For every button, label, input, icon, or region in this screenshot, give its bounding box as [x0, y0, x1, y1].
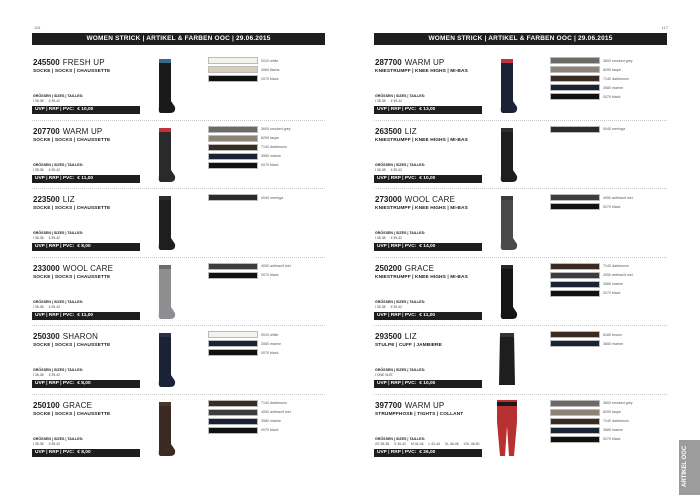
product-card[interactable] [374, 395, 667, 464]
sizes-label: GRÖSSEN | SIZES | TAILLES: [33, 231, 84, 235]
price-bar [32, 106, 140, 114]
size-value: II 39-42 [390, 236, 403, 240]
color-swatch [550, 290, 600, 297]
sizes-label: GRÖSSEN | SIZES | TAILLES: [375, 368, 426, 372]
product-heading [375, 58, 444, 67]
color-label: 7140 darkbrown [261, 401, 287, 405]
color-swatch [208, 263, 258, 270]
color-swatch [208, 418, 258, 425]
price-bar [32, 175, 140, 183]
price-label: UVP | RRP | PVC: [377, 381, 417, 386]
sizes-values [33, 99, 65, 103]
product-card[interactable] [374, 326, 667, 395]
color-swatch [208, 126, 258, 133]
sizes-label: GRÖSSEN | SIZES | TAILLES: [375, 436, 426, 441]
color-label: 0070 black [261, 76, 279, 81]
price-value: € 26,00 [419, 449, 436, 455]
price-bar [32, 449, 140, 457]
color-swatch [208, 194, 258, 201]
color-label: 3600 smoked grey [261, 127, 291, 131]
article-number: 207700 [33, 126, 60, 136]
color-label: 0070 black [603, 291, 621, 295]
article-number: 287700 [375, 58, 402, 67]
size-value: II 39-42 [390, 99, 403, 103]
product-image [152, 126, 178, 184]
product-name: GRACE [62, 400, 93, 410]
color-swatch [550, 203, 600, 210]
price-label: UVP | RRP | PVC: [377, 449, 417, 455]
article-number: 245500 [33, 58, 60, 67]
product-heading [375, 127, 417, 136]
sizes-label: GRÖSSEN | SIZES | TAILLES: [33, 368, 84, 372]
product-card[interactable] [374, 121, 667, 190]
product-image [152, 400, 178, 458]
color-swatch [208, 427, 258, 434]
size-value: XS 36-38 [375, 441, 390, 446]
product-image [494, 331, 520, 389]
color-label: 8290 taupe [603, 410, 621, 414]
product-heading [375, 401, 444, 410]
color-swatch [208, 400, 258, 407]
size-value: II 39-42 [48, 167, 61, 172]
sizes-values [375, 236, 407, 240]
price-bar [374, 380, 482, 388]
price-value: € 13,00 [419, 107, 436, 112]
price-value: € 8,00 [77, 449, 91, 455]
product-card[interactable] [32, 189, 325, 258]
side-tab-label: ARTIKEL OOC [682, 445, 688, 487]
product-list [32, 52, 325, 463]
price-label: UVP | RRP | PVC: [35, 244, 75, 249]
color-label: 7140 darkbrown [603, 76, 629, 81]
color-swatch [208, 57, 258, 64]
product-heading [33, 127, 102, 136]
sizes-values [33, 305, 65, 309]
color-swatch [208, 340, 258, 347]
product-heading [33, 58, 105, 67]
size-value: I 35-38 [33, 304, 44, 309]
color-swatch [208, 75, 258, 82]
product-name: LIZ [404, 332, 417, 341]
size-value: I 35-38 [33, 373, 44, 377]
color-swatch [550, 93, 600, 100]
sizes-label: GRÖSSEN | SIZES | TAILLES: [375, 299, 426, 304]
price-bar [374, 106, 482, 114]
size-value: I 35-38 [33, 441, 44, 446]
sizes-values [33, 236, 65, 240]
price-value: € 14,00 [419, 244, 436, 249]
color-swatch [550, 427, 600, 434]
right-page [350, 0, 700, 495]
product-heading [33, 332, 98, 341]
color-label: 3580 marine [261, 154, 281, 158]
price-value: € 10,00 [419, 175, 436, 181]
price-label: UVP | RRP | PVC: [35, 312, 75, 318]
size-value: I 35-38 [375, 167, 386, 172]
product-name: LIZ [404, 126, 417, 136]
price-value: € 8,00 [77, 244, 91, 249]
color-label: 3600 smoked grey [603, 401, 633, 405]
sizes-label: GRÖSSEN | SIZES | TAILLES: [33, 94, 84, 98]
color-swatch [550, 75, 600, 82]
size-value: II 39-42 [48, 441, 61, 446]
color-swatch [550, 194, 600, 201]
price-label: UVP | RRP | PVC: [377, 244, 417, 249]
color-swatch [550, 66, 600, 73]
sizes-label: GRÖSSEN | SIZES | TAILLES: [375, 231, 426, 235]
product-name: WOOL CARE [404, 195, 456, 204]
article-number: 223500 [33, 195, 60, 204]
product-type: KNIESTRUMPF | KNEE HIGHS | MI-BAS [375, 69, 468, 74]
color-label: 4060 flachs [261, 67, 280, 72]
product-card[interactable] [374, 258, 667, 327]
product-name: GRACE [404, 263, 435, 273]
price-bar [374, 312, 482, 320]
color-swatch [208, 135, 258, 142]
product-type: STULPE | CUFF | JAMBIERE [375, 343, 442, 348]
price-bar [32, 312, 140, 320]
product-type: SOCKE | SOCKS | CHAUSSETTE [33, 69, 111, 74]
color-swatch [208, 409, 258, 416]
color-swatch [550, 126, 600, 133]
color-label: 0040 meringa [261, 195, 283, 200]
article-number: 263500 [375, 126, 402, 136]
product-image [494, 126, 520, 184]
sizes-values [33, 373, 65, 377]
size-value: II 39-42 [390, 304, 403, 309]
product-name: WARM UP [404, 58, 445, 67]
color-swatch [208, 349, 258, 356]
page-number: 117 [661, 25, 668, 30]
price-value: € 11,00 [77, 175, 94, 181]
color-swatch [550, 84, 600, 91]
product-image [152, 263, 178, 321]
page-header: WOMEN STRICK | ARTIKEL & FARBEN OOC | 29.06.2015 [32, 33, 325, 45]
price-value: € 11,00 [419, 312, 436, 318]
product-card[interactable] [32, 121, 325, 190]
article-number: 250300 [33, 332, 60, 341]
size-value: I 35-38 [33, 167, 44, 172]
article-number: 293500 [375, 332, 402, 341]
price-bar [32, 380, 140, 388]
sizes-label: GRÖSSEN | SIZES | TAILLES: [375, 94, 426, 98]
product-heading [33, 264, 113, 273]
size-value: I 35-38 [375, 304, 386, 309]
article-number: 397700 [375, 400, 402, 410]
color-swatch [550, 281, 600, 288]
color-label: 8290 taupe [603, 67, 621, 72]
color-label: 0010 white [261, 58, 279, 63]
product-card[interactable] [32, 52, 325, 121]
product-heading [375, 195, 455, 204]
color-label: 3580 marine [603, 428, 623, 432]
product-image [152, 331, 178, 389]
product-heading [33, 195, 75, 204]
color-swatch [208, 144, 258, 151]
price-value: € 10,00 [419, 381, 436, 386]
product-name: LIZ [62, 195, 75, 204]
size-value: XL 46-48 [444, 441, 459, 446]
color-label: 4050 anthrazit mel. [261, 264, 292, 268]
color-swatch [208, 331, 258, 338]
size-value: II 39-42 [48, 304, 61, 309]
size-value: L 42-44 [428, 441, 440, 446]
section-side-tab[interactable] [679, 440, 700, 495]
color-label: 0040 meringa [603, 127, 625, 131]
color-label: 7140 darkbrown [603, 264, 629, 268]
price-label: UVP | RRP | PVC: [377, 175, 417, 181]
article-number: 250200 [375, 263, 402, 273]
article-number: 233000 [33, 263, 60, 273]
product-type: KNIESTRUMPF | KNEE HIGHS | MI-BAS [375, 137, 468, 143]
color-label: 3580 marine [603, 85, 623, 90]
color-label: 0070 black [603, 204, 621, 209]
price-label: UVP | RRP | PVC: [377, 312, 417, 318]
size-value: I 35-38 [33, 99, 44, 103]
article-number: 273000 [375, 195, 402, 204]
color-swatch [208, 162, 258, 169]
size-value: S 40-42 [394, 441, 407, 446]
color-swatch [550, 263, 600, 270]
color-label: 8290 taupe [261, 136, 279, 140]
product-image [494, 57, 520, 115]
product-type: KNIESTRUMPF | KNEE HIGHS | MI-BAS [375, 206, 468, 211]
color-swatch [208, 66, 258, 73]
color-label: 0070 black [261, 163, 279, 167]
article-number: 250100 [33, 400, 60, 410]
color-swatch [550, 340, 600, 347]
product-name: WARM UP [404, 400, 445, 410]
product-card[interactable] [374, 189, 667, 258]
color-swatch [208, 272, 258, 279]
size-value: II 39-42 [48, 99, 61, 103]
color-swatch [550, 418, 600, 425]
size-value: I ONE SIZE [375, 373, 393, 377]
price-label: UVP | RRP | PVC: [377, 107, 417, 112]
product-type: SOCKE | SOCKS | CHAUSSETTE [33, 274, 111, 280]
price-label: UVP | RRP | PVC: [35, 381, 75, 386]
price-bar [374, 175, 482, 183]
color-label: 0070 black [603, 94, 621, 99]
price-value: € 11,00 [77, 312, 94, 318]
product-image [152, 194, 178, 252]
sizes-values [375, 442, 484, 446]
price-bar [374, 449, 482, 457]
size-value: II 39-42 [48, 236, 61, 240]
product-heading [375, 264, 434, 273]
color-label: 0010 white [261, 332, 279, 337]
sizes-values [375, 99, 407, 103]
color-label: 0070 black [603, 437, 621, 441]
product-name: WARM UP [62, 126, 103, 136]
size-value: I 35-38 [375, 236, 386, 240]
sizes-label: GRÖSSEN | SIZES | TAILLES: [375, 162, 426, 167]
color-label: 4050 anthrazit mel. [603, 195, 634, 200]
size-value: XXL 48-50 [463, 441, 480, 446]
product-name: FRESH UP [62, 58, 105, 67]
price-bar [32, 243, 140, 251]
product-type: SOCKE | SOCKS | CHAUSSETTE [33, 137, 111, 143]
product-card[interactable] [32, 395, 325, 464]
color-label: 3650 marine [603, 341, 623, 346]
sizes-values [375, 373, 398, 377]
page-number: 116 [34, 25, 41, 30]
color-label: 0070 black [261, 428, 279, 432]
sizes-label: GRÖSSEN | SIZES | TAILLES: [33, 162, 84, 167]
color-swatch [550, 272, 600, 279]
price-value: € 10,00 [77, 107, 94, 112]
color-label: 6180 brown [603, 332, 622, 337]
color-label: 7140 darkbrown [603, 419, 629, 423]
product-image [494, 263, 520, 321]
price-label: UVP | RRP | PVC: [35, 175, 75, 181]
product-image [494, 194, 520, 252]
color-label: 0070 black [261, 273, 279, 277]
size-value: II 39-42 [390, 167, 403, 172]
product-heading [375, 332, 417, 341]
product-type: SOCKE | SOCKS | CHAUSSETTE [33, 411, 111, 417]
sizes-values [375, 168, 407, 172]
product-type: STRUMPFHOSE | TIGHTS | COLLANT [375, 411, 464, 417]
product-heading [33, 401, 92, 410]
size-value: I 35-38 [375, 99, 386, 103]
size-value: II 39-42 [48, 373, 61, 377]
sizes-values [33, 168, 65, 172]
color-label: 4050 anthrazit mel. [603, 273, 634, 277]
product-card[interactable] [32, 326, 325, 395]
size-value: I 35-38 [33, 236, 44, 240]
color-swatch [550, 57, 600, 64]
color-label: 0070 black [261, 350, 279, 355]
price-value: € 8,00 [77, 381, 91, 386]
product-card[interactable] [374, 52, 667, 121]
product-type: SOCKE | SOCKS | CHAUSSETTE [33, 343, 111, 348]
sizes-label: GRÖSSEN | SIZES | TAILLES: [33, 299, 84, 304]
page-header: WOMEN STRICK | ARTIKEL & FARBEN OOC | 29.06.2015 [374, 33, 667, 45]
color-swatch [208, 153, 258, 160]
color-swatch [550, 409, 600, 416]
product-name: WOOL CARE [62, 263, 114, 273]
sizes-values [375, 305, 407, 309]
color-swatch [550, 436, 600, 443]
product-card[interactable] [32, 258, 325, 327]
sizes-values [33, 442, 65, 446]
product-type: SOCKE | SOCKS | CHAUSSETTE [33, 206, 111, 211]
product-type: KNIESTRUMPF | KNEE HIGHS | MI-BAS [375, 274, 468, 280]
price-label: UVP | RRP | PVC: [35, 449, 75, 455]
color-label: 4050 anthrazit mel. [261, 410, 292, 414]
color-label: 3580 marine [261, 419, 281, 423]
color-swatch [550, 400, 600, 407]
product-name: SHARON [62, 332, 99, 341]
size-value: M 44-46 [411, 441, 424, 446]
product-image [494, 400, 520, 458]
color-label: 3580 marine [261, 341, 281, 346]
price-label: UVP | RRP | PVC: [35, 107, 75, 112]
color-swatch [550, 331, 600, 338]
price-bar [374, 243, 482, 251]
color-label: 3580 marine [603, 282, 623, 286]
sizes-label: GRÖSSEN | SIZES | TAILLES: [33, 436, 84, 441]
color-label: 7140 darkbrown [261, 145, 287, 149]
product-image [152, 57, 178, 115]
color-label: 3600 smoked grey [603, 58, 633, 63]
product-list [374, 52, 667, 463]
